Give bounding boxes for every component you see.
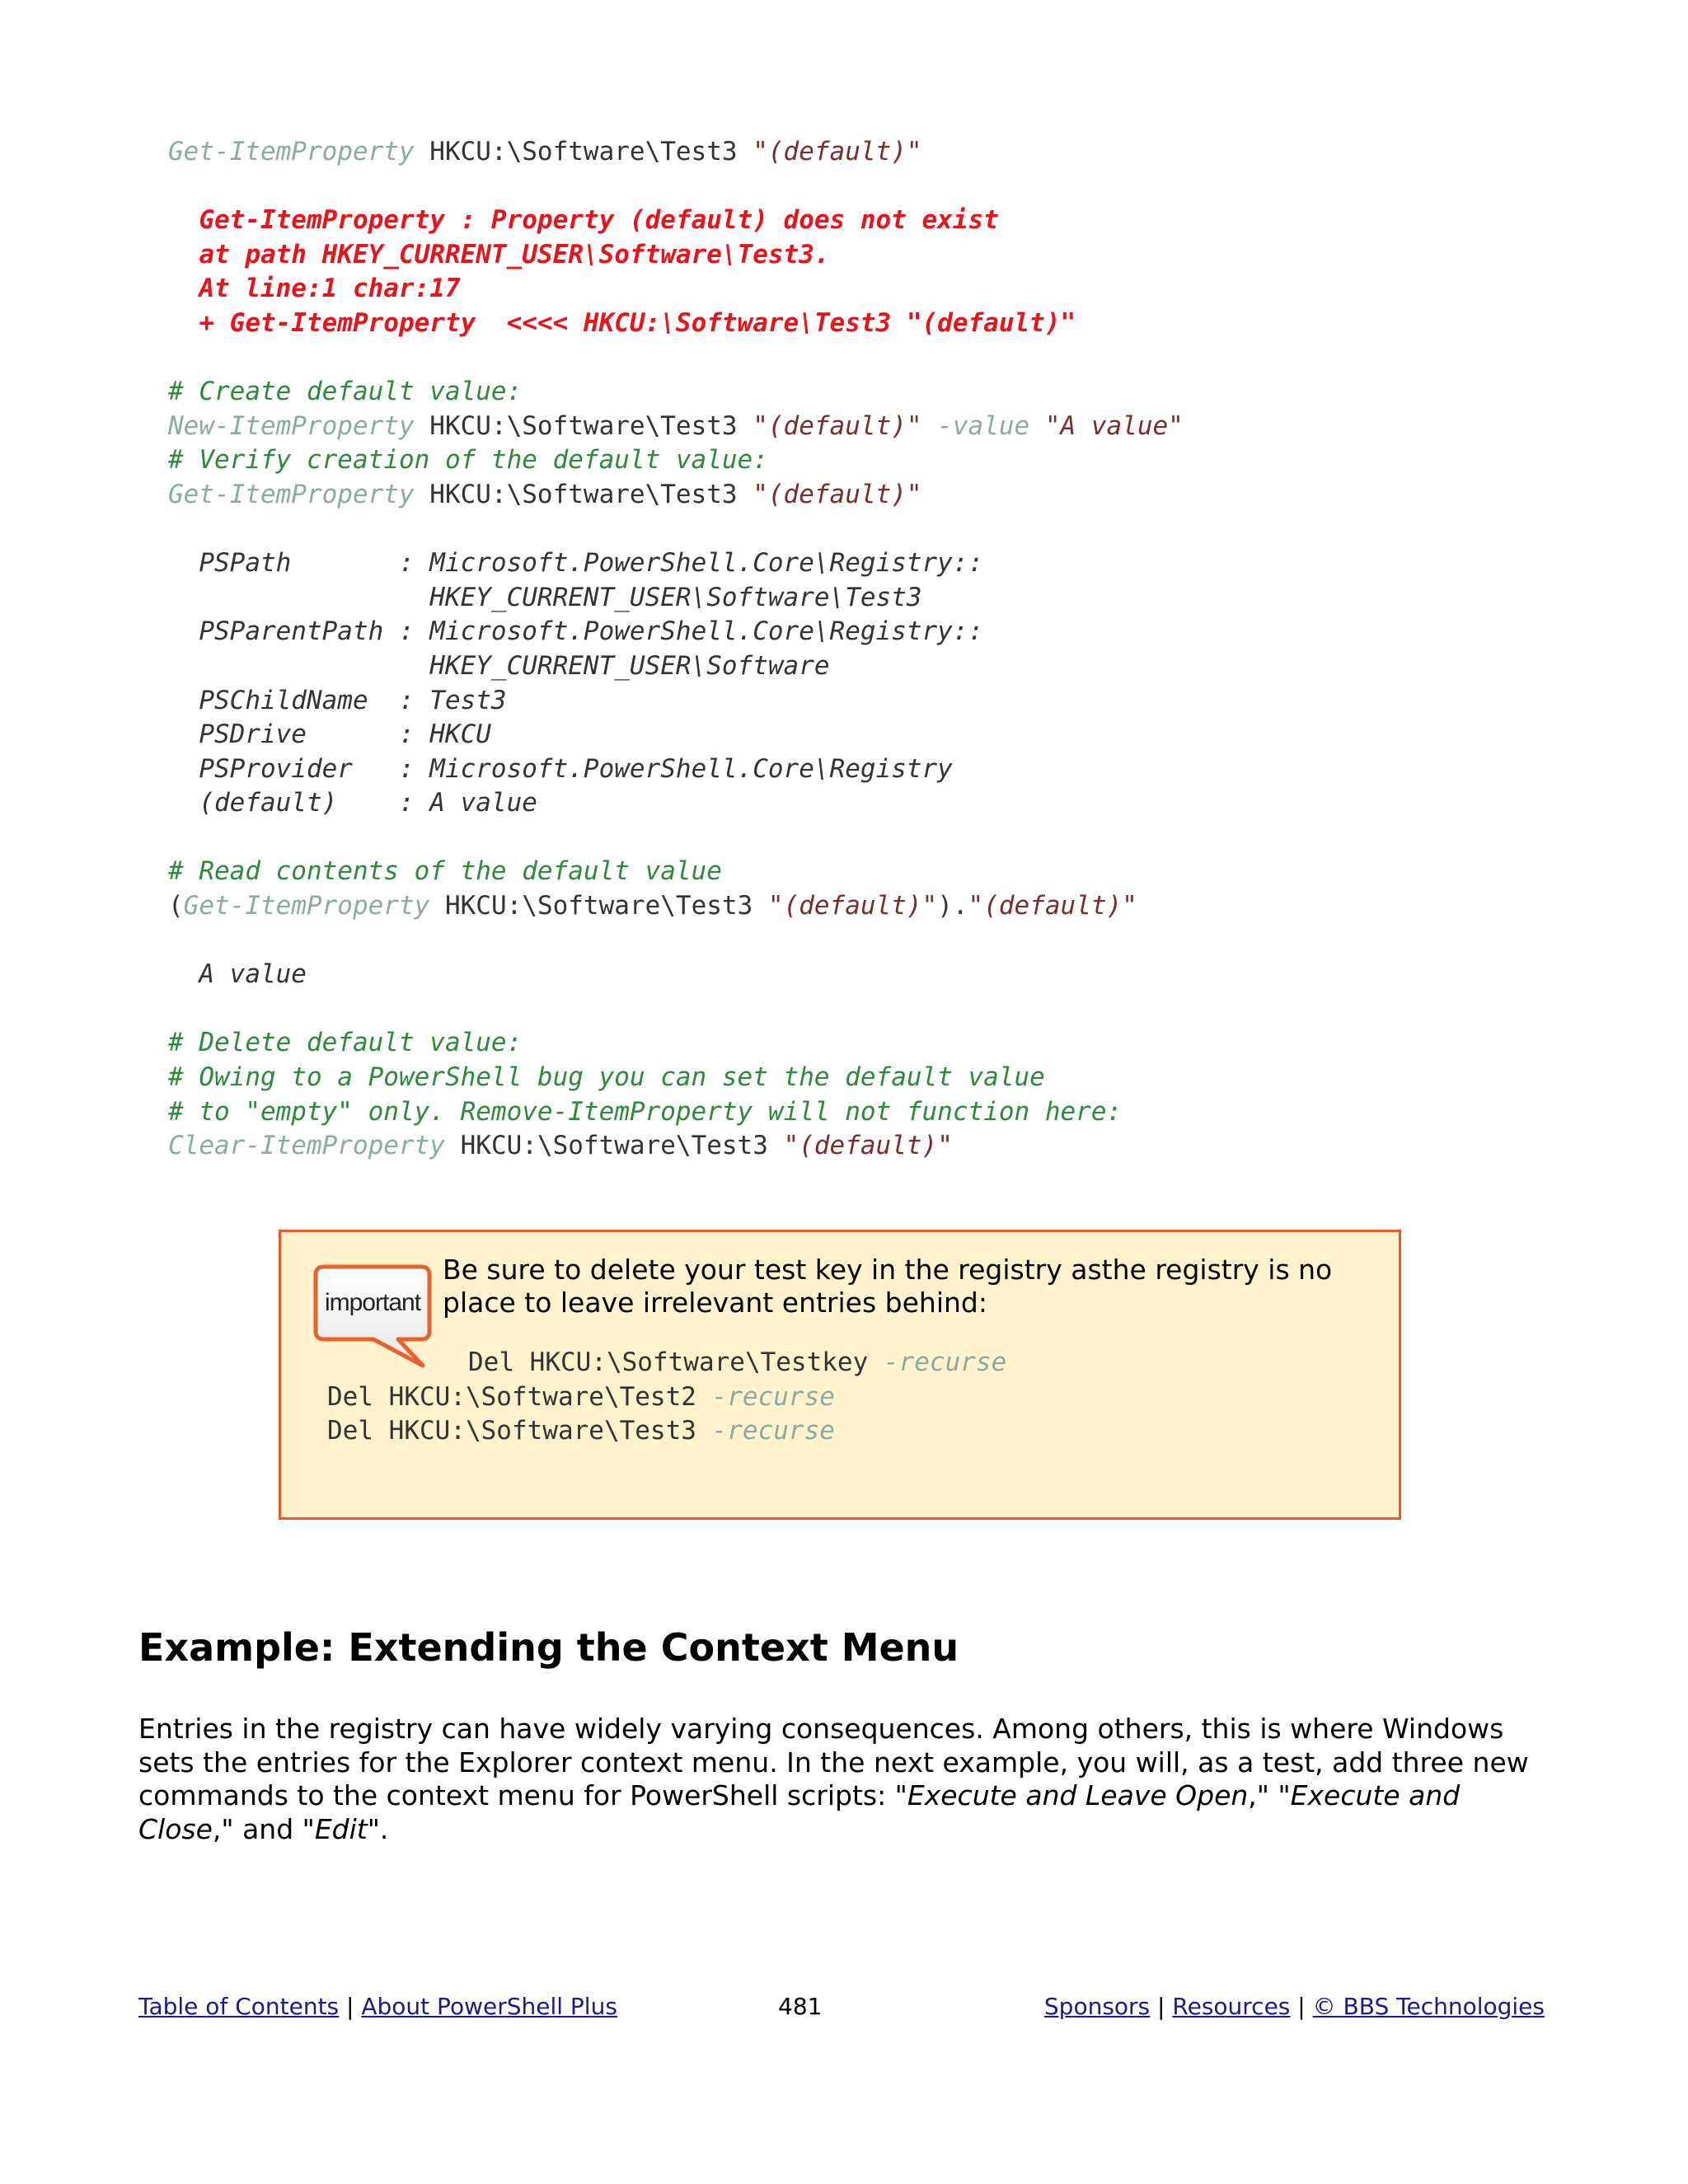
code-line xyxy=(168,992,1184,1027)
note-code-line-2 xyxy=(327,1380,835,1415)
code-line xyxy=(168,546,1184,581)
important-badge xyxy=(312,1263,433,1343)
code-token: # Create default value: xyxy=(168,377,523,407)
code-line xyxy=(168,307,1184,341)
code-token xyxy=(1029,411,1045,441)
code-line xyxy=(168,410,1184,444)
code-token: Get-ItemProperty : Property (default) does not exist xyxy=(199,205,999,236)
code-token: Get-ItemProperty xyxy=(168,137,415,166)
code-line xyxy=(168,1026,1184,1061)
code-token: "A value" xyxy=(1044,410,1184,441)
code-token: New-ItemProperty xyxy=(168,410,415,441)
code-line xyxy=(168,204,1184,238)
code-line xyxy=(168,924,1184,958)
code-token: # to "empty" only. Remove-ItemProperty will not function here: xyxy=(168,1096,1123,1127)
paragraph-text: ," and " xyxy=(212,1812,315,1845)
code-line xyxy=(168,821,1184,855)
note-code-line-1 xyxy=(468,1346,1006,1380)
code-token: -recurse xyxy=(883,1347,1007,1377)
code-token: A value xyxy=(199,959,307,990)
code-line xyxy=(168,135,1184,170)
code-token: "(default)" xyxy=(753,479,922,509)
command-name-emphasis: Edit xyxy=(314,1812,368,1845)
code-line xyxy=(168,170,1184,204)
resources-link[interactable]: Resources xyxy=(1172,1993,1291,2020)
code-line xyxy=(168,478,1184,513)
code-token: "(default)" xyxy=(767,891,938,921)
code-line xyxy=(168,752,1184,787)
page-footer xyxy=(138,1993,1545,2026)
footer-separator: | xyxy=(339,1993,362,2020)
code-line xyxy=(168,1095,1184,1130)
code-line xyxy=(168,958,1184,992)
code-line xyxy=(168,615,1184,649)
code-line xyxy=(168,581,1184,616)
footer-right xyxy=(1044,1993,1545,2020)
important-note-text: Be sure to delete your test key in the registry asthe registry is no place to leave irrelevant entries behind: xyxy=(443,1254,1333,1319)
code-line xyxy=(168,341,1184,376)
code-listing xyxy=(168,135,1184,1164)
code-token: Del HKCU:\Software\Test3 xyxy=(327,1416,712,1446)
code-line xyxy=(168,684,1184,719)
code-token: PSParentPath : Microsoft.PowerShell.Core\Registry:: xyxy=(199,616,984,647)
code-token: HKEY_CURRENT_USER\Software xyxy=(199,650,830,681)
code-token: Del HKCU:\Software\Testkey xyxy=(468,1347,884,1377)
code-token: # Verify creation of the default value: xyxy=(168,445,768,476)
code-token: HKCU:\Software\Test3 xyxy=(414,137,753,166)
code-line xyxy=(168,375,1184,410)
code-token: HKCU:\Software\Test3 xyxy=(429,891,768,921)
code-line xyxy=(168,718,1184,752)
footer-separator: | xyxy=(1290,1993,1313,2020)
code-token: -recurse xyxy=(711,1382,835,1412)
code-line xyxy=(168,649,1184,684)
paragraph-text: Entries in the registry can have widely varying consequences. Among others, this is where Windows sets the entries for the Explorer context menu. In the next example, you will, as a test, add three new commands to the context menu for PowerShell scripts: " xyxy=(138,1713,1529,1811)
code-line xyxy=(168,1129,1184,1164)
code-token: HKCU:\Software\Test3 xyxy=(444,1131,784,1161)
code-token: "(default)" xyxy=(783,1131,953,1161)
code-line xyxy=(168,272,1184,307)
code-token: # Delete default value: xyxy=(168,1028,523,1058)
code-line xyxy=(168,855,1184,889)
page-number: 481 xyxy=(778,1993,823,2020)
code-token: at path HKEY_CURRENT_USER\Software\Test3. xyxy=(199,239,830,269)
code-token: HKCU:\Software\Test3 xyxy=(414,410,753,441)
code-token: Clear-ItemProperty xyxy=(168,1131,445,1161)
code-token: (default) : A value xyxy=(199,788,537,818)
footer-separator: | xyxy=(1150,1993,1173,2020)
code-line xyxy=(168,513,1184,547)
code-line xyxy=(168,889,1184,924)
code-token: PSChildName : Test3 xyxy=(199,685,507,715)
code-token: "(default)" xyxy=(753,137,922,166)
about-powershell-plus-link[interactable]: About PowerShell Plus xyxy=(361,1993,617,2020)
sponsors-link[interactable]: Sponsors xyxy=(1043,1993,1151,2020)
code-token: # Read contents of the default value xyxy=(168,856,722,887)
section-heading: Example: Extending the Context Menu xyxy=(138,1625,959,1670)
code-token: "(default)" xyxy=(753,410,922,441)
note-code-line-3 xyxy=(327,1414,835,1449)
code-token: PSProvider : Microsoft.PowerShell.Core\Registry xyxy=(199,753,953,784)
code-token: # Owing to a PowerShell bug you can set the default value xyxy=(168,1062,1045,1093)
code-token: Del HKCU:\Software\Test2 xyxy=(327,1382,712,1412)
paragraph-text: ," " xyxy=(1248,1779,1291,1811)
important-badge-label: important xyxy=(324,1289,421,1316)
code-token: HKEY_CURRENT_USER\Software\Test3 xyxy=(199,582,922,612)
section-paragraph xyxy=(138,1713,1556,1846)
code-token: "(default)" xyxy=(968,891,1137,921)
command-name-emphasis: Execute and Leave Open xyxy=(907,1779,1249,1811)
code-token: PSPath : Microsoft.PowerShell.Core\Registry:: xyxy=(199,548,984,579)
code-token: ). xyxy=(937,891,968,921)
paragraph-text: ". xyxy=(367,1812,389,1845)
bbs-technologies-link[interactable]: © BBS Technologies xyxy=(1312,1993,1545,2020)
code-token xyxy=(922,411,938,441)
code-line xyxy=(168,443,1184,478)
code-line xyxy=(168,238,1184,273)
code-token: + Get-ItemProperty <<<< HKCU:\Software\Test3 "(default)" xyxy=(199,307,1076,338)
code-line xyxy=(168,1061,1184,1095)
code-token: Get-ItemProperty xyxy=(183,891,430,921)
code-token: ( xyxy=(168,891,184,921)
code-token: HKCU:\Software\Test3 xyxy=(414,479,753,509)
footer-left xyxy=(138,1993,617,2020)
important-note xyxy=(279,1230,1401,1520)
toc-link[interactable]: Table of Contents xyxy=(138,1993,340,2020)
code-token: PSDrive : HKCU xyxy=(199,719,491,750)
code-token: -recurse xyxy=(711,1416,835,1446)
code-line xyxy=(168,786,1184,821)
code-token: Get-ItemProperty xyxy=(168,479,415,509)
code-token: -value xyxy=(937,410,1030,441)
code-token: At line:1 char:17 xyxy=(199,274,461,304)
command-name-emphasis: Execute and Close xyxy=(138,1779,1461,1845)
